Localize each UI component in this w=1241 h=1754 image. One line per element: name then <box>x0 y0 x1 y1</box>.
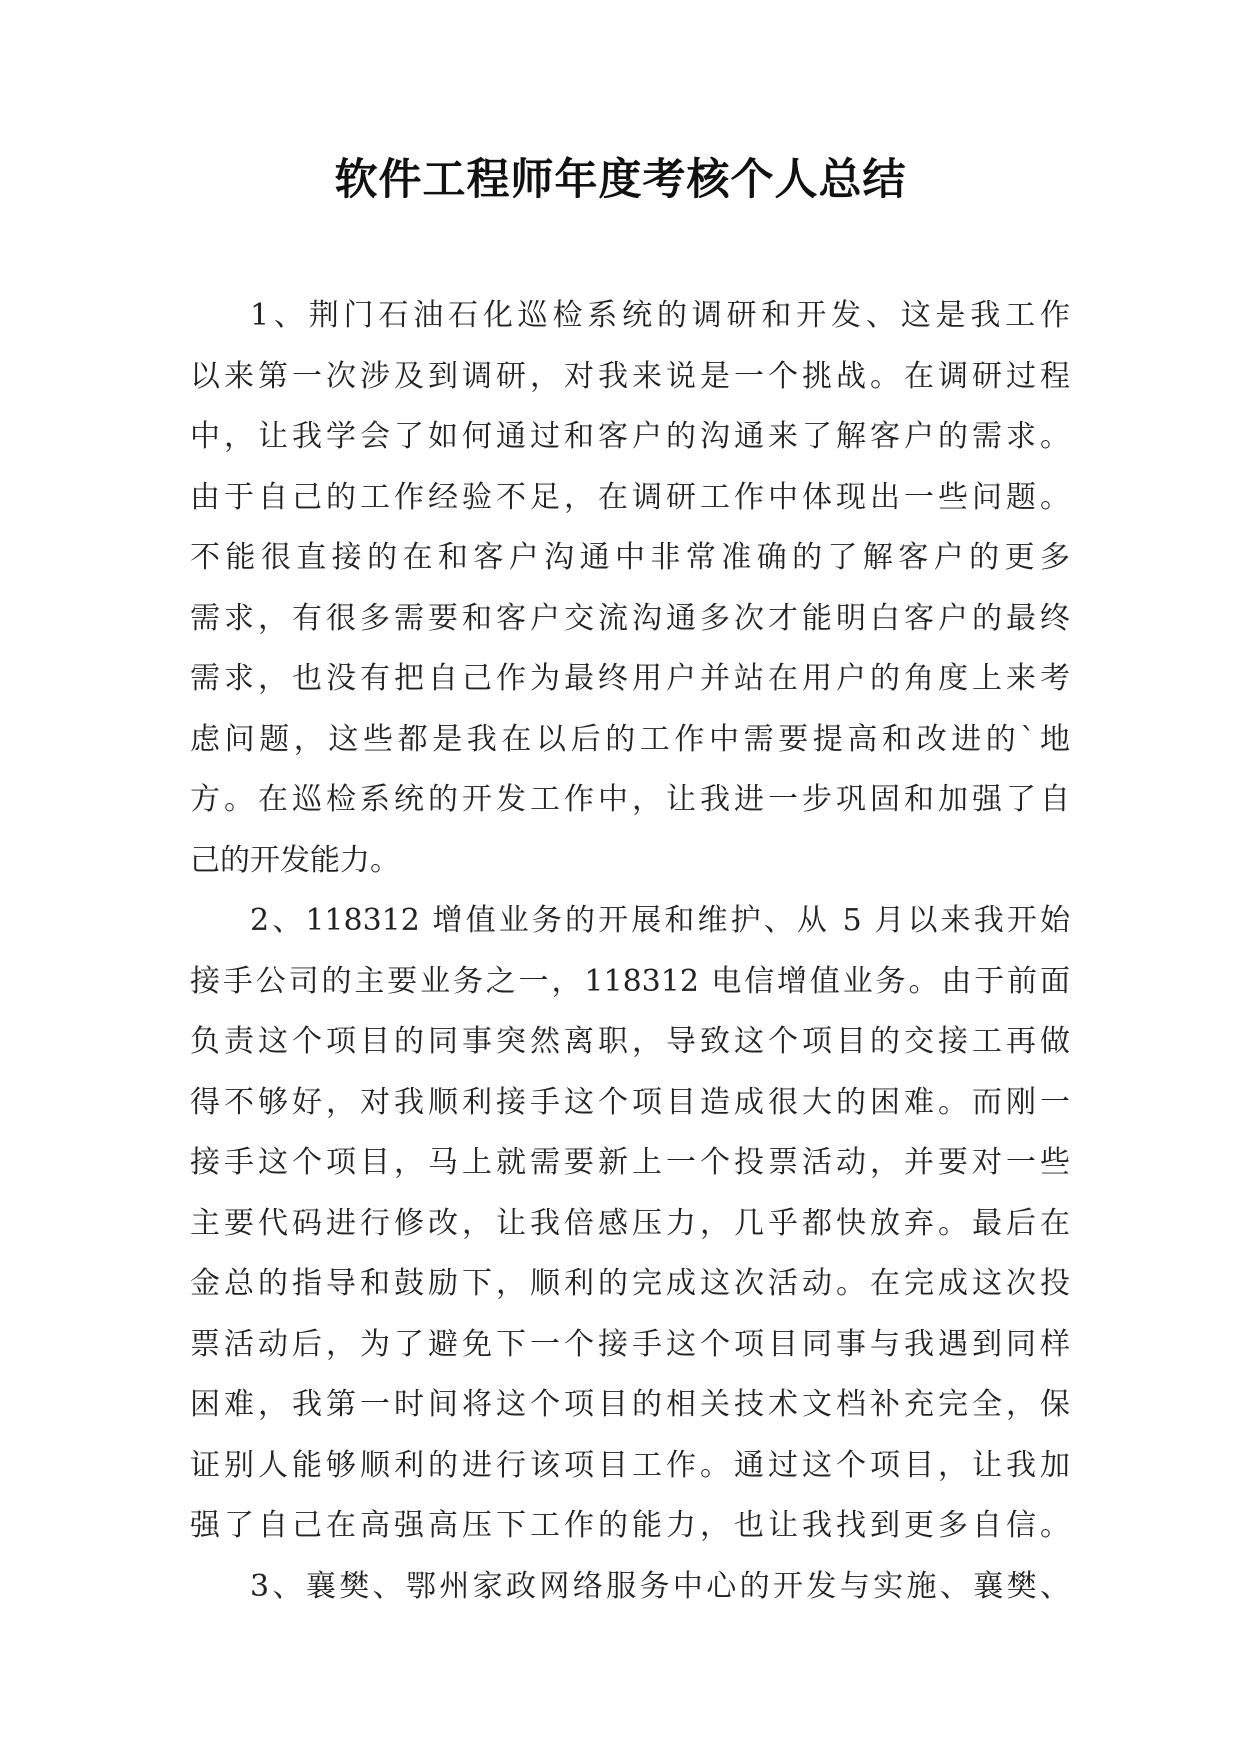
text-line: 强了自己在高强高压下工作的能力，也让我找到更多自信。 <box>190 1508 1070 1543</box>
text-line: 接手公司的主要业务之一，118312 电信增值业务。由于前面 <box>190 963 1070 999</box>
text-line: 3、襄樊、鄂州家政网络服务中心的开发与实施、襄樊、 <box>250 1568 1070 1604</box>
text-line: 由于自己的工作经验不足，在调研工作中体现出一些问题。 <box>190 479 1070 515</box>
text-line: 不能很直接的在和客户沟通中非常准确的了解客户的更多 <box>190 540 1070 575</box>
text-line: 金总的指导和鼓励下，顺利的完成这次活动。在完成这次投 <box>190 1266 1070 1301</box>
text-line: 主要代码进行修改，让我倍感压力，几乎都快放弃。最后在 <box>190 1205 1070 1241</box>
text-line: 负责这个项目的同事突然离职，导致这个项目的交接工再做 <box>190 1024 1070 1059</box>
text-line: 方。在巡检系统的开发工作中，让我进一步巩固和加强了自 <box>190 782 1070 817</box>
text-line: 需求，也没有把自己作为最终用户并站在用户的角度上来考 <box>190 661 1070 696</box>
text-line: 以来第一次涉及到调研，对我来说是一个挑战。在调研过程 <box>190 358 1070 394</box>
text-line: 需求，有很多需要和客户交流沟通多次才能明白客户的最终 <box>190 600 1070 636</box>
text-line: 中，让我学会了如何通过和客户的沟通来了解客户的需求。 <box>190 419 1070 454</box>
text-line: 得不够好，对我顺利接手这个项目造成很大的困难。而刚一 <box>190 1084 1070 1120</box>
text-line: 接手这个项目，马上就需要新上一个投票活动，并要对一些 <box>190 1145 1070 1180</box>
text-line: 虑问题，这些都是我在以后的工作中需要提高和改进的`地 <box>190 721 1070 757</box>
text-line: 票活动后，为了避免下一个接手这个项目同事与我遇到同样 <box>190 1326 1070 1362</box>
text-line: 己的开发能力。 <box>190 842 400 878</box>
document-title: 软件工程师年度考核个人总结 <box>334 155 907 205</box>
text-line: 困难，我第一时间将这个项目的相关技术文档补充完全，保 <box>190 1387 1070 1422</box>
text-line: 2、118312 增值业务的开展和维护、从 5 月以来我开始 <box>250 903 1070 938</box>
document-body <box>190 286 1070 1617</box>
text-line: 1、荆门石油石化巡检系统的调研和开发、这是我工作 <box>250 298 1070 333</box>
text-line: 证别人能够顺利的进行该项目工作。通过这个项目，让我加 <box>190 1447 1070 1483</box>
